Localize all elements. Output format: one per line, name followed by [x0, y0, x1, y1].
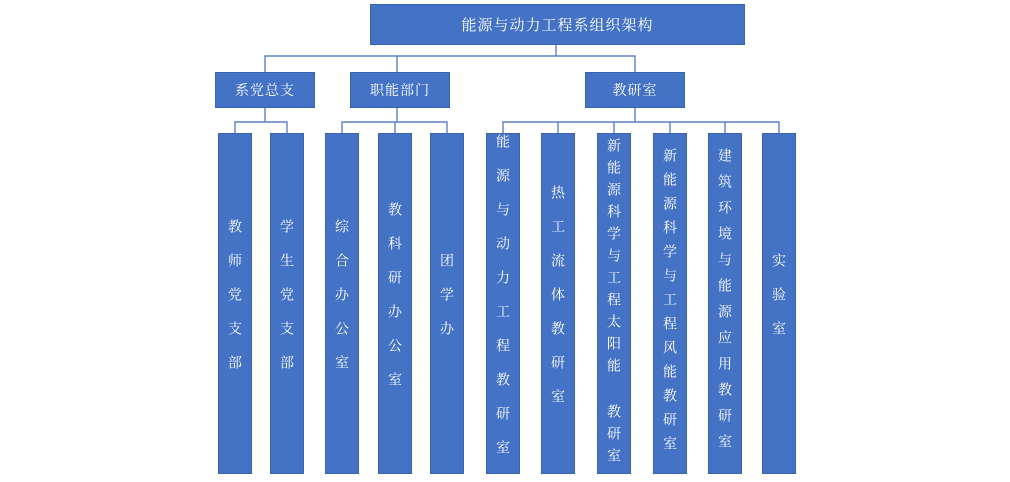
org-node-label: 新能源科学与工程风能教研室 — [662, 147, 678, 460]
org-node-root-label: 能源与动力工程系组织架构 — [461, 17, 654, 34]
org-node-label: 综合办公室 — [334, 218, 350, 389]
org-node-party-committee — [215, 72, 315, 108]
org-node-label: 新能源科学与工程太阳能 教研室 — [606, 137, 622, 470]
org-node-label: 团学办 — [439, 252, 455, 355]
org-node-general-office — [325, 133, 359, 474]
org-node-teaching-research-offices — [585, 72, 685, 108]
org-node-label: 能源与动力工程教研室 — [495, 133, 511, 474]
org-node-label: 教师党支部 — [227, 218, 243, 389]
org-node-label: 系党总支 — [235, 82, 295, 98]
org-node-new-energy-solar-office — [597, 133, 631, 474]
org-node-student-party-branch — [270, 133, 304, 474]
org-node-label: 学生党支部 — [279, 218, 295, 389]
org-node-youth-league-student-office — [430, 133, 464, 474]
org-node-label: 职能部门 — [370, 82, 430, 98]
org-node-label: 实验室 — [771, 252, 787, 355]
org-node-teacher-party-branch — [218, 133, 252, 474]
org-node-energy-power-engineering-office — [486, 133, 520, 474]
org-node-functional-departments — [350, 72, 450, 108]
org-node-label: 热工流体教研室 — [550, 184, 566, 423]
org-node-label: 教科研办公室 — [387, 201, 403, 406]
org-node-laboratory — [762, 133, 796, 474]
org-node-teaching-research-admin-office — [378, 133, 412, 474]
org-node-label: 建筑环境与能源应用教研室 — [717, 147, 733, 460]
org-node-new-energy-wind-office — [653, 133, 687, 474]
org-node-label: 教研室 — [612, 82, 658, 98]
org-node-thermal-fluid-office — [541, 133, 575, 474]
org-node-root — [370, 4, 745, 45]
org-node-building-environment-energy-office — [708, 133, 742, 474]
